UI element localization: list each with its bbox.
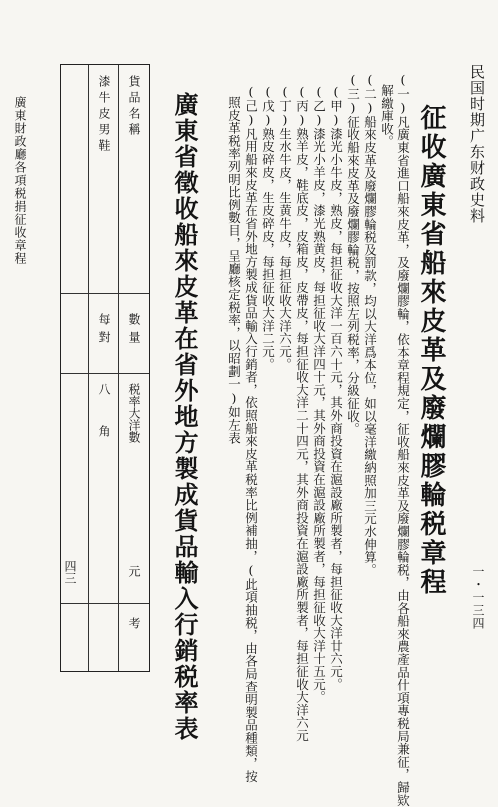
header-rate-unit: 元 [127,565,141,577]
clause-3-f-cont: 照皮革税率列明比例數目，呈廳核定税率，以昭劃一)如左表 [226,96,242,445]
clause-3: (三)征收船來皮革及廢爛膠輪税，按照左列税率，分級征收。 [345,72,361,436]
clause-1-cont: 解繳庫收。 [379,84,395,148]
clause-1: (一)凡廣東省進口船來皮革，及廢爛膠輪，依本章程規定，征收船來皮革及廢爛膠輪税，由各船來農產品什項專税局兼征，歸欵 [395,72,411,807]
document-title: 征收廣東省船來皮革及廢爛膠輪税章程 [416,104,446,597]
clause-2: (二)船來皮革及廢爛膠輪税及罰款，均以大洋爲本位，如以毫洋繳納照加三元水伸算。 [362,72,378,577]
table-header-column [118,65,149,671]
header-rate: 税率大洋數 [127,383,141,443]
page-number-right: 一・一三四 [471,565,485,630]
header-note: 考 [127,617,141,629]
clause-3-c: (丙)熟羊皮，鞋底皮，皮箱皮，皮帶皮，每担征收大洋二十四元，其外商投資在滬設廠所製者，每担征收大洋六元 [294,84,310,742]
header-unit: 數量 [127,313,141,349]
series-title: 民国时期广东财政史料 [468,64,486,224]
clause-3-a: (甲)漆光小牛皮，熟皮，每担征收大洋一百六十元，其外商投資在滬設廠所製者，每担征收大洋廿六元。 [328,84,344,691]
row-unit: 每對 [97,313,111,349]
header-goods: 貨品名稱 [127,75,141,139]
clause-3-e: (戊)熟皮碎皮，生皮碎皮，每担征收大洋二元。 [260,84,276,371]
clause-3-d: (丁)生水牛皮，生黄牛皮，每担征收大洋六元。 [277,84,293,371]
clause-3-b: (乙)漆光小羊皮，漆光熟黄皮，每担征收大洋四十元，其外商投資在滬設廠所製者，每担征收大洋十五元。 [311,84,327,704]
clause-3-f: (己)凡用船來皮革在省外地方製成貨品輸入行銷者，依照船來皮革税率比例補抽，(此項抽税，由各局查明製品種類，按 [243,84,259,783]
table-row [88,65,119,671]
row-rate: 八 [97,383,111,395]
table-title: 廣東省徵收船來皮革在省外地方製成貨品輸入行銷税率表 [170,92,199,742]
row-goods: 漆牛皮男鞋 [97,75,111,155]
row-rate-unit: 角 [97,425,111,437]
page-number-left: 四三 [63,560,77,584]
footer-title: 廣東財政廳各項税捐征收章程 [13,96,27,265]
